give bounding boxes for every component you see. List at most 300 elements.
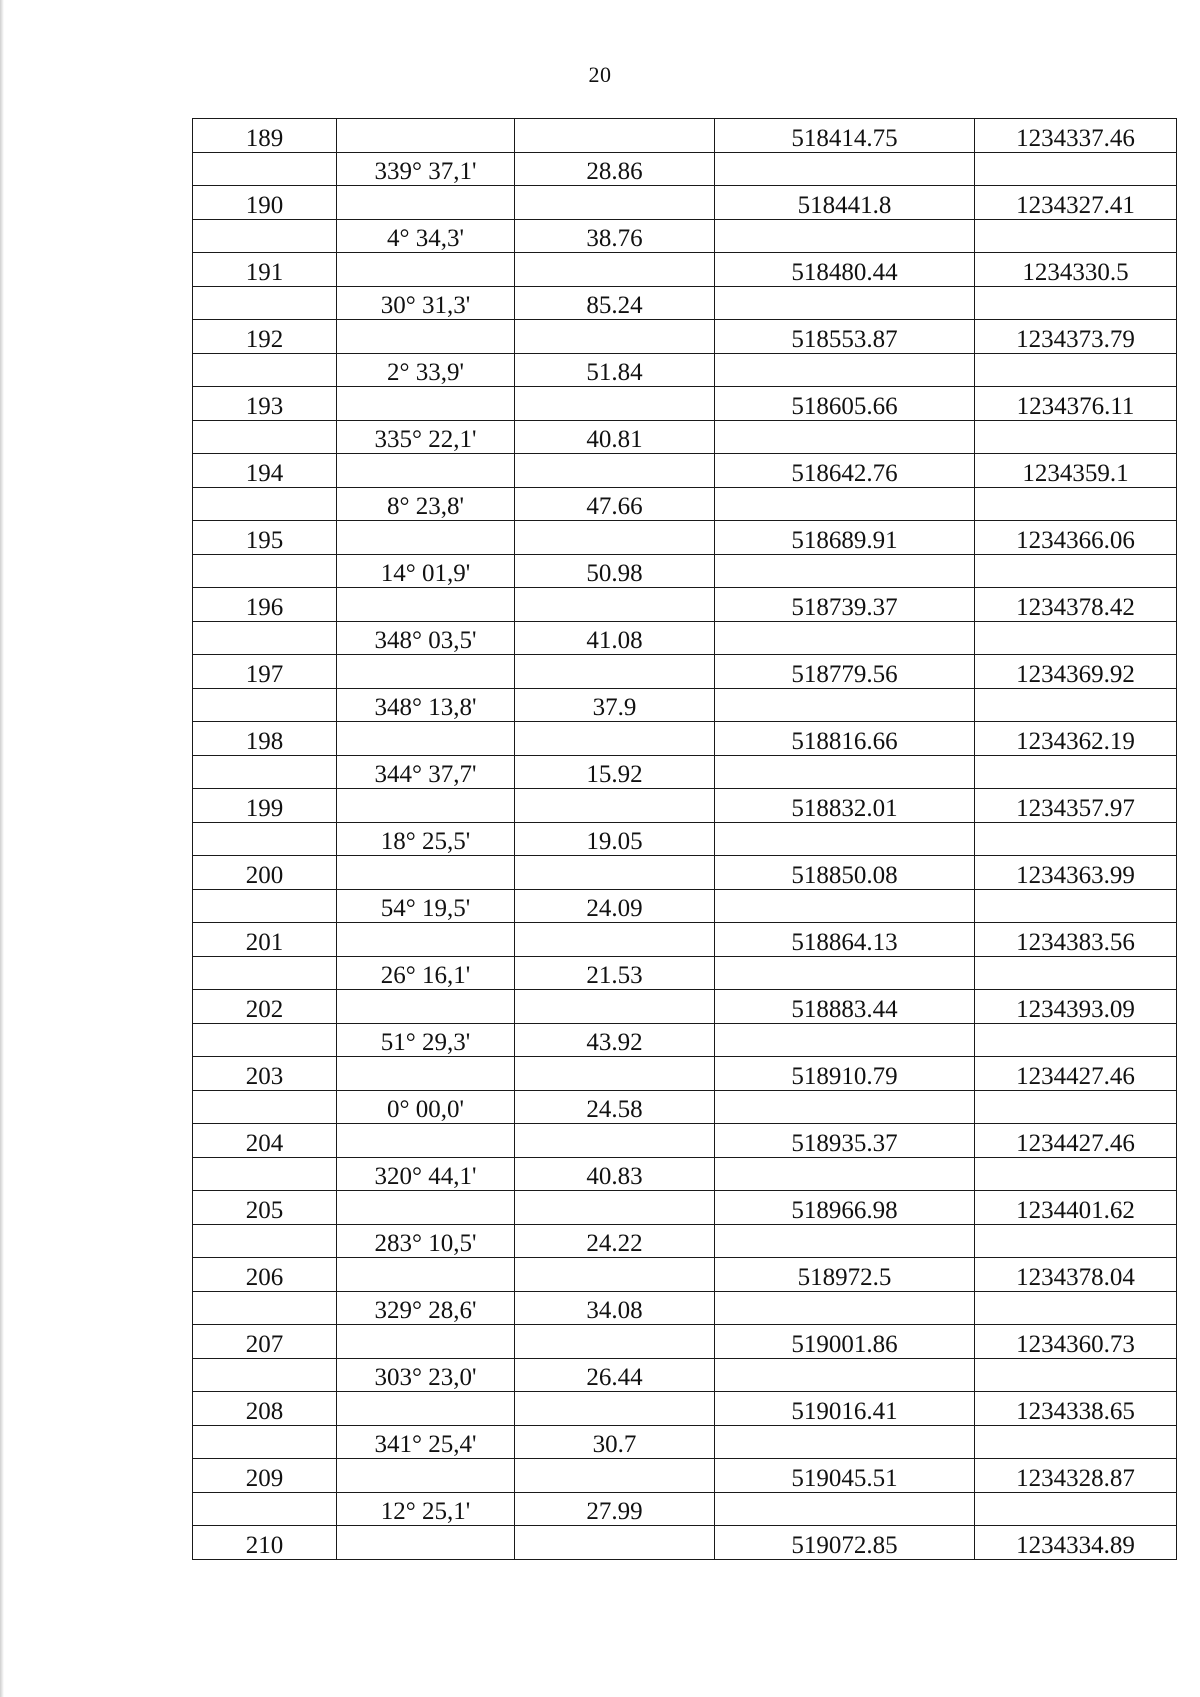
point-number-value: 199	[245, 794, 284, 822]
point-number-cell	[193, 219, 337, 253]
y-coordinate-cell	[975, 1291, 1177, 1325]
y-coordinate-value: 1234360.73	[1016, 1330, 1135, 1358]
y-coordinate-cell	[975, 1459, 1177, 1493]
point-row	[193, 1191, 1177, 1225]
y-coordinate-cell	[975, 990, 1177, 1024]
angle-cell	[337, 956, 515, 990]
distance-value: 24.22	[586, 1230, 643, 1257]
distance-cell	[515, 1057, 715, 1091]
x-coordinate-cell	[715, 588, 975, 622]
distance-value: 37.9	[592, 694, 637, 721]
point-number-cell	[193, 1325, 337, 1359]
x-coordinate-cell	[715, 119, 975, 153]
angle-cell	[337, 621, 515, 655]
x-coordinate-cell	[715, 822, 975, 856]
segment-row	[193, 1224, 1177, 1258]
distance-cell	[515, 521, 715, 555]
angle-cell	[337, 186, 515, 220]
point-number-value: 205	[245, 1196, 284, 1224]
point-number-value: 192	[245, 325, 284, 353]
y-coordinate-cell	[975, 923, 1177, 957]
x-coordinate-value: 518553.87	[791, 325, 898, 353]
x-coordinate-cell	[715, 1392, 975, 1426]
point-number-cell	[193, 856, 337, 890]
angle-cell	[337, 889, 515, 923]
point-number-cell	[193, 1358, 337, 1392]
y-coordinate-cell	[975, 1191, 1177, 1225]
point-number-value: 195	[245, 526, 284, 554]
point-row	[193, 1459, 1177, 1493]
angle-value: 26° 16,1'	[380, 962, 471, 989]
point-number-cell	[193, 722, 337, 756]
angle-cell	[337, 1492, 515, 1526]
point-number-cell	[193, 1191, 337, 1225]
angle-value: 339° 37,1'	[374, 158, 477, 185]
y-coordinate-cell	[975, 521, 1177, 555]
point-number-cell	[193, 253, 337, 287]
point-row	[193, 588, 1177, 622]
y-coordinate-value: 1234378.04	[1016, 1263, 1135, 1291]
x-coordinate-cell	[715, 1358, 975, 1392]
distance-value: 34.08	[586, 1297, 643, 1324]
point-row	[193, 320, 1177, 354]
x-coordinate-value: 518605.66	[791, 392, 898, 420]
y-coordinate-cell	[975, 1425, 1177, 1459]
angle-value: 341° 25,4'	[374, 1431, 477, 1458]
y-coordinate-cell	[975, 1526, 1177, 1560]
point-row	[193, 119, 1177, 153]
angle-cell	[337, 253, 515, 287]
segment-row	[193, 1090, 1177, 1124]
y-coordinate-cell	[975, 889, 1177, 923]
point-row	[193, 923, 1177, 957]
y-coordinate-cell	[975, 822, 1177, 856]
distance-value: 21.53	[586, 962, 643, 989]
point-number-value: 204	[245, 1129, 284, 1157]
point-number-value: 207	[245, 1330, 284, 1358]
point-row	[193, 1057, 1177, 1091]
angle-value: 348° 03,5'	[374, 627, 477, 654]
segment-row	[193, 1291, 1177, 1325]
y-coordinate-cell	[975, 420, 1177, 454]
distance-cell	[515, 889, 715, 923]
y-coordinate-value: 1234337.46	[1016, 124, 1135, 152]
distance-cell	[515, 1090, 715, 1124]
y-coordinate-cell	[975, 286, 1177, 320]
distance-value: 47.66	[586, 493, 643, 520]
point-row	[193, 990, 1177, 1024]
x-coordinate-cell	[715, 956, 975, 990]
distance-cell	[515, 621, 715, 655]
coordinates-table	[192, 118, 1177, 1560]
angle-value: 344° 37,7'	[374, 761, 477, 788]
segment-row	[193, 152, 1177, 186]
y-coordinate-value: 1234328.87	[1016, 1464, 1135, 1492]
y-coordinate-cell	[975, 454, 1177, 488]
y-coordinate-cell	[975, 219, 1177, 253]
y-coordinate-cell	[975, 487, 1177, 521]
angle-cell	[337, 1459, 515, 1493]
point-number-cell	[193, 822, 337, 856]
y-coordinate-value: 1234357.97	[1016, 794, 1135, 822]
y-coordinate-cell	[975, 856, 1177, 890]
y-coordinate-cell	[975, 1258, 1177, 1292]
distance-cell	[515, 1526, 715, 1560]
y-coordinate-cell	[975, 1392, 1177, 1426]
point-number-cell	[193, 1492, 337, 1526]
point-number-value: 203	[245, 1062, 284, 1090]
point-number-cell	[193, 119, 337, 153]
x-coordinate-cell	[715, 655, 975, 689]
distance-value: 24.58	[586, 1096, 643, 1123]
segment-row	[193, 554, 1177, 588]
point-number-cell	[193, 186, 337, 220]
angle-value: 18° 25,5'	[380, 828, 471, 855]
x-coordinate-value: 519072.85	[791, 1531, 898, 1559]
y-coordinate-cell	[975, 387, 1177, 421]
distance-value: 50.98	[586, 560, 643, 587]
angle-cell	[337, 655, 515, 689]
distance-cell	[515, 487, 715, 521]
x-coordinate-cell	[715, 1191, 975, 1225]
angle-cell	[337, 856, 515, 890]
x-coordinate-cell	[715, 621, 975, 655]
x-coordinate-value: 518832.01	[791, 794, 898, 822]
point-number-cell	[193, 152, 337, 186]
point-number-cell	[193, 1023, 337, 1057]
y-coordinate-value: 1234359.1	[1022, 459, 1129, 487]
y-coordinate-value: 1234362.19	[1016, 727, 1135, 755]
y-coordinate-cell	[975, 253, 1177, 287]
point-number-cell	[193, 1124, 337, 1158]
distance-value: 28.86	[586, 158, 643, 185]
segment-row	[193, 1425, 1177, 1459]
segment-row	[193, 487, 1177, 521]
y-coordinate-value: 1234334.89	[1016, 1531, 1135, 1559]
y-coordinate-cell	[975, 1090, 1177, 1124]
distance-cell	[515, 1124, 715, 1158]
y-coordinate-cell	[975, 1492, 1177, 1526]
distance-cell	[515, 1191, 715, 1225]
point-row	[193, 789, 1177, 823]
distance-cell	[515, 1258, 715, 1292]
angle-cell	[337, 320, 515, 354]
angle-value: 329° 28,6'	[374, 1297, 477, 1324]
angle-value: 348° 13,8'	[374, 694, 477, 721]
distance-cell	[515, 822, 715, 856]
distance-value: 51.84	[586, 359, 643, 386]
angle-cell	[337, 588, 515, 622]
x-coordinate-value: 519016.41	[791, 1397, 898, 1425]
point-number-value: 194	[245, 459, 284, 487]
distance-cell	[515, 286, 715, 320]
angle-cell	[337, 387, 515, 421]
distance-cell	[515, 655, 715, 689]
y-coordinate-cell	[975, 1157, 1177, 1191]
distance-value: 85.24	[586, 292, 643, 319]
x-coordinate-cell	[715, 1258, 975, 1292]
y-coordinate-cell	[975, 1124, 1177, 1158]
segment-row	[193, 1023, 1177, 1057]
point-number-cell	[193, 454, 337, 488]
point-number-value: 198	[245, 727, 284, 755]
angle-cell	[337, 789, 515, 823]
x-coordinate-cell	[715, 521, 975, 555]
distance-value: 19.05	[586, 828, 643, 855]
point-number-cell	[193, 320, 337, 354]
y-coordinate-cell	[975, 320, 1177, 354]
x-coordinate-value: 519045.51	[791, 1464, 898, 1492]
x-coordinate-cell	[715, 1124, 975, 1158]
y-coordinate-cell	[975, 789, 1177, 823]
angle-cell	[337, 1057, 515, 1091]
angle-cell	[337, 454, 515, 488]
point-number-cell	[193, 1392, 337, 1426]
y-coordinate-cell	[975, 152, 1177, 186]
point-number-cell	[193, 621, 337, 655]
point-number-cell	[193, 1526, 337, 1560]
x-coordinate-cell	[715, 286, 975, 320]
point-number-value: 200	[245, 861, 284, 889]
point-number-value: 206	[245, 1263, 284, 1291]
x-coordinate-value: 518966.98	[791, 1196, 898, 1224]
segment-row	[193, 1157, 1177, 1191]
x-coordinate-value: 518739.37	[791, 593, 898, 621]
y-coordinate-cell	[975, 1023, 1177, 1057]
coordinates-table-body	[193, 119, 1177, 1560]
x-coordinate-cell	[715, 219, 975, 253]
point-number-value: 191	[245, 258, 284, 286]
point-number-value: 201	[245, 928, 284, 956]
distance-cell	[515, 1157, 715, 1191]
angle-value: 30° 31,3'	[380, 292, 471, 319]
distance-value: 38.76	[586, 225, 643, 252]
x-coordinate-value: 518816.66	[791, 727, 898, 755]
angle-cell	[337, 1526, 515, 1560]
point-number-cell	[193, 1291, 337, 1325]
point-number-value: 210	[245, 1531, 284, 1559]
segment-row	[193, 956, 1177, 990]
distance-cell	[515, 420, 715, 454]
point-number-value: 197	[245, 660, 284, 688]
point-row	[193, 722, 1177, 756]
x-coordinate-cell	[715, 722, 975, 756]
x-coordinate-value: 518779.56	[791, 660, 898, 688]
distance-cell	[515, 253, 715, 287]
distance-value: 40.81	[586, 426, 643, 453]
angle-cell	[337, 990, 515, 1024]
angle-cell	[337, 1191, 515, 1225]
x-coordinate-cell	[715, 1459, 975, 1493]
point-number-cell	[193, 889, 337, 923]
segment-row	[193, 755, 1177, 789]
y-coordinate-cell	[975, 1057, 1177, 1091]
point-row	[193, 1124, 1177, 1158]
y-coordinate-cell	[975, 755, 1177, 789]
point-number-cell	[193, 1157, 337, 1191]
angle-cell	[337, 1291, 515, 1325]
angle-value: 320° 44,1'	[374, 1163, 477, 1190]
y-coordinate-value: 1234376.11	[1016, 392, 1135, 420]
angle-cell	[337, 353, 515, 387]
angle-value: 0° 00,0'	[386, 1096, 464, 1123]
point-number-cell	[193, 1057, 337, 1091]
y-coordinate-value: 1234383.56	[1016, 928, 1135, 956]
angle-cell	[337, 1023, 515, 1057]
x-coordinate-cell	[715, 856, 975, 890]
segment-row	[193, 219, 1177, 253]
point-number-cell	[193, 420, 337, 454]
distance-value: 43.92	[586, 1029, 643, 1056]
point-number-cell	[193, 789, 337, 823]
y-coordinate-value: 1234330.5	[1022, 258, 1129, 286]
y-coordinate-cell	[975, 1325, 1177, 1359]
distance-cell	[515, 186, 715, 220]
distance-cell	[515, 789, 715, 823]
y-coordinate-cell	[975, 186, 1177, 220]
point-number-cell	[193, 588, 337, 622]
point-number-cell	[193, 923, 337, 957]
distance-cell	[515, 1492, 715, 1526]
point-number-value: 208	[245, 1397, 284, 1425]
y-coordinate-value: 1234427.46	[1016, 1129, 1135, 1157]
angle-value: 14° 01,9'	[380, 560, 471, 587]
x-coordinate-value: 518689.91	[791, 526, 898, 554]
x-coordinate-value: 518935.37	[791, 1129, 898, 1157]
point-number-cell	[193, 1425, 337, 1459]
point-number-cell	[193, 990, 337, 1024]
angle-cell	[337, 1124, 515, 1158]
y-coordinate-value: 1234366.06	[1016, 526, 1135, 554]
x-coordinate-cell	[715, 1224, 975, 1258]
angle-cell	[337, 219, 515, 253]
x-coordinate-cell	[715, 1325, 975, 1359]
point-row	[193, 1392, 1177, 1426]
point-row	[193, 856, 1177, 890]
segment-row	[193, 822, 1177, 856]
angle-cell	[337, 521, 515, 555]
distance-cell	[515, 1358, 715, 1392]
page-number: 20	[588, 62, 612, 87]
angle-value: 303° 23,0'	[374, 1364, 477, 1391]
y-coordinate-value: 1234338.65	[1016, 1397, 1135, 1425]
scan-edge-shadow	[0, 0, 4, 1697]
distance-cell	[515, 588, 715, 622]
point-row	[193, 253, 1177, 287]
y-coordinate-value: 1234373.79	[1016, 325, 1135, 353]
y-coordinate-value: 1234427.46	[1016, 1062, 1135, 1090]
distance-value: 15.92	[586, 761, 643, 788]
point-number-value: 196	[245, 593, 284, 621]
x-coordinate-cell	[715, 1492, 975, 1526]
x-coordinate-cell	[715, 253, 975, 287]
x-coordinate-value: 519001.86	[791, 1330, 898, 1358]
point-number-cell	[193, 1258, 337, 1292]
x-coordinate-cell	[715, 353, 975, 387]
angle-value: 335° 22,1'	[374, 426, 477, 453]
segment-row	[193, 688, 1177, 722]
angle-cell	[337, 554, 515, 588]
x-coordinate-cell	[715, 387, 975, 421]
distance-value: 40.83	[586, 1163, 643, 1190]
angle-value: 51° 29,3'	[380, 1029, 471, 1056]
angle-cell	[337, 1157, 515, 1191]
y-coordinate-cell	[975, 722, 1177, 756]
angle-value: 12° 25,1'	[380, 1498, 471, 1525]
point-number-value: 189	[245, 124, 284, 152]
distance-cell	[515, 554, 715, 588]
angle-cell	[337, 1258, 515, 1292]
y-coordinate-cell	[975, 554, 1177, 588]
x-coordinate-cell	[715, 1090, 975, 1124]
angle-cell	[337, 1392, 515, 1426]
x-coordinate-cell	[715, 186, 975, 220]
y-coordinate-value: 1234327.41	[1016, 191, 1135, 219]
distance-cell	[515, 722, 715, 756]
point-number-cell	[193, 956, 337, 990]
y-coordinate-value: 1234378.42	[1016, 593, 1135, 621]
distance-cell	[515, 353, 715, 387]
distance-value: 27.99	[586, 1498, 643, 1525]
x-coordinate-value: 518864.13	[791, 928, 898, 956]
x-coordinate-cell	[715, 889, 975, 923]
y-coordinate-cell	[975, 353, 1177, 387]
y-coordinate-value: 1234363.99	[1016, 861, 1135, 889]
distance-cell	[515, 1023, 715, 1057]
segment-row	[193, 1492, 1177, 1526]
distance-value: 30.7	[592, 1431, 637, 1458]
distance-cell	[515, 755, 715, 789]
distance-cell	[515, 454, 715, 488]
distance-cell	[515, 1459, 715, 1493]
distance-cell	[515, 990, 715, 1024]
angle-cell	[337, 1224, 515, 1258]
distance-cell	[515, 956, 715, 990]
point-number-cell	[193, 554, 337, 588]
x-coordinate-cell	[715, 454, 975, 488]
y-coordinate-cell	[975, 688, 1177, 722]
x-coordinate-cell	[715, 1057, 975, 1091]
x-coordinate-value: 518414.75	[791, 124, 898, 152]
x-coordinate-cell	[715, 152, 975, 186]
point-row	[193, 1526, 1177, 1560]
angle-cell	[337, 755, 515, 789]
y-coordinate-cell	[975, 956, 1177, 990]
x-coordinate-cell	[715, 990, 975, 1024]
x-coordinate-cell	[715, 923, 975, 957]
y-coordinate-cell	[975, 119, 1177, 153]
angle-cell	[337, 487, 515, 521]
segment-row	[193, 286, 1177, 320]
x-coordinate-cell	[715, 1425, 975, 1459]
angle-value: 54° 19,5'	[380, 895, 471, 922]
angle-value: 2° 33,9'	[386, 359, 464, 386]
angle-cell	[337, 420, 515, 454]
x-coordinate-value: 518642.76	[791, 459, 898, 487]
point-row	[193, 1258, 1177, 1292]
point-number-cell	[193, 1090, 337, 1124]
segment-row	[193, 1358, 1177, 1392]
point-number-cell	[193, 755, 337, 789]
point-number-value: 202	[245, 995, 284, 1023]
point-row	[193, 655, 1177, 689]
x-coordinate-cell	[715, 554, 975, 588]
x-coordinate-value: 518883.44	[791, 995, 898, 1023]
point-row	[193, 521, 1177, 555]
y-coordinate-value: 1234369.92	[1016, 660, 1135, 688]
segment-row	[193, 353, 1177, 387]
angle-cell	[337, 923, 515, 957]
